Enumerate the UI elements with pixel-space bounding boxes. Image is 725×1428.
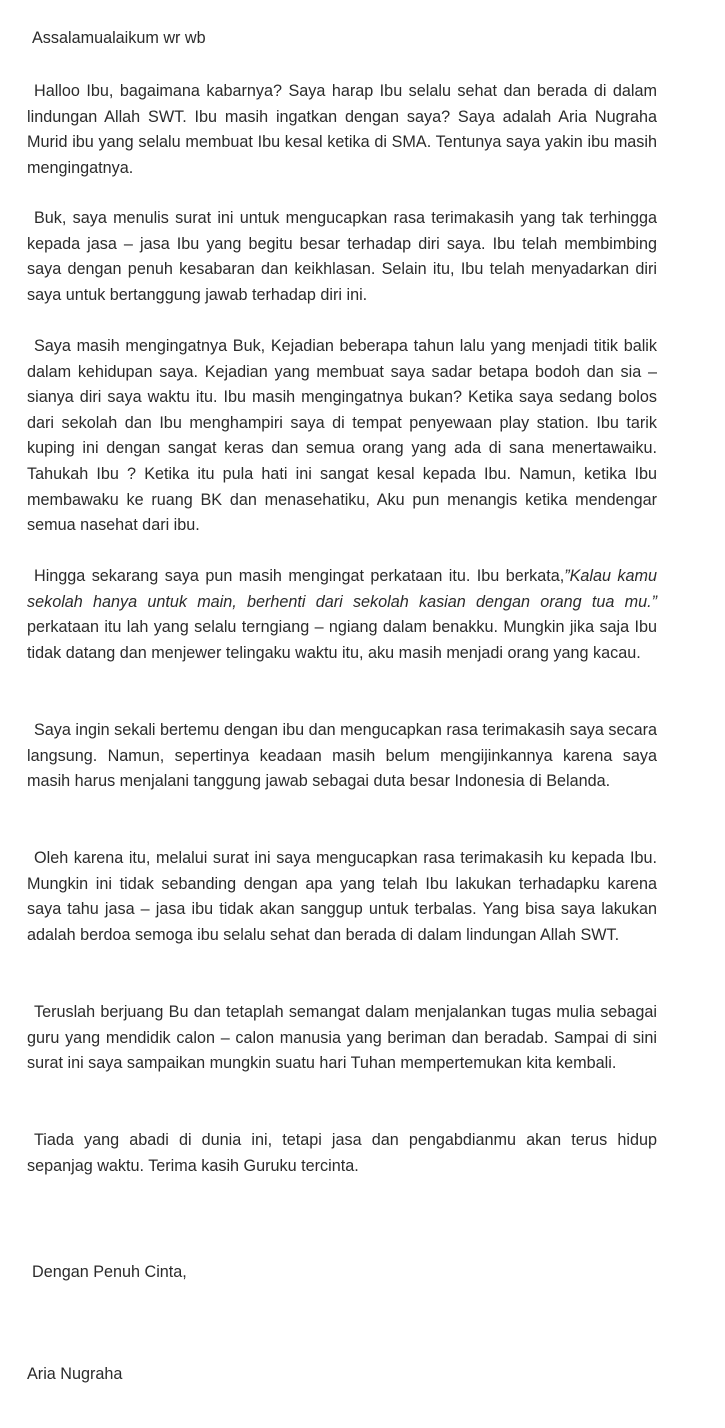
paragraph-2: Buk, saya menulis surat ini untuk mengucapkan rasa terimakasih yang tak terhingga kepada jasa – jasa Ibu yang begitu besar terhadap diri saya. Ibu telah membimbing saya dengan penuh kesabaran dan keikhlasan. Selain itu, Ibu telah menyadarkan diri saya untuk bertanggung jawab terhadap diri ini.: [27, 209, 657, 304]
paragraph-4: [27, 564, 657, 666]
paragraph-4-lead: Hingga sekarang saya pun masih mengingat perkataan itu. Ibu berkata,: [34, 567, 565, 585]
greeting: Assalamualaikum wr wb: [32, 29, 206, 47]
paragraph-5: Saya ingin sekali bertemu dengan ibu dan mengucapkan rasa terimakasih saya secara langsung. Namun, sepertinya keadaan masih belum mengijinkannya karena saya masih harus menjalani tanggung jawab sebagai duta besar Indonesia di Belanda.: [27, 721, 657, 791]
closing: Dengan Penuh Cinta,: [32, 1263, 187, 1281]
paragraph-1: Halloo Ibu, bagaimana kabarnya? Saya harap Ibu selalu sehat dan berada di dalam lindungan Allah SWT. Ibu masih ingatkan dengan saya? Saya adalah Aria Nugraha Murid ibu yang selalu membuat Ibu kesal ketika di SMA. Tentunya saya yakin ibu masih mengingatnya.: [27, 82, 657, 177]
paragraph-8: Tiada yang abadi di dunia ini, tetapi jasa dan pengabdianmu akan terus hidup sepanjag waktu. Terima kasih Guruku tercinta.: [27, 1131, 657, 1175]
paragraph-7: Teruslah berjuang Bu dan tetaplah semangat dalam menjalankan tugas mulia sebagai guru yang mendidik calon – calon manusia yang beriman dan beradab. Sampai di sini surat ini saya sampaikan mungkin suatu hari Tuhan mempertemukan kita kembali.: [27, 1003, 657, 1073]
paragraph-6: Oleh karena itu, melalui surat ini saya mengucapkan rasa terimakasih ku kepada Ibu. Mungkin ini tidak sebanding dengan apa yang telah Ibu lakukan terhadapku karena saya tahu jasa – jasa ibu tidak akan sanggup untuk terbalas. Yang bisa saya lakukan adalah berdoa semoga ibu selalu sehat dan berada di dalam lindungan Allah SWT.: [27, 849, 657, 944]
paragraph-3: Saya masih mengingatnya Buk, Kejadian beberapa tahun lalu yang menjadi titik balik dalam kehidupan saya. Kejadian yang membuat saya sadar betapa bodoh dan sia – sianya diri saya waktu itu. Ibu masih mengingatnya bukan? Ketika saya sedang bolos dari sekolah dan Ibu menghampiri saya di tempat penyewaan play station. Ibu tarik kuping ini dengan sangat keras dan semua orang yang ada di sana menertawaiku. Tahukah Ibu ? Ketika itu pula hati ini sangat kesal kepada Ibu. Namun, ketika Ibu membawaku ke ruang BK dan menasehatiku, Aku pun menangis ketika mendengar semua nasehat dari ibu.: [27, 337, 657, 535]
paragraph-4-tail: perkataan itu lah yang selalu terngiang – ngiang dalam benakku. Mungkin jika saja Ibu tidak datang dan menjewer telingaku waktu itu, aku masih menjadi orang yang kacau.: [27, 618, 657, 662]
paragraph-4-quote: ”Kalau kamu sekolah hanya untuk main, berhenti dari sekolah kasian dengan orang tua mu.”: [27, 567, 657, 611]
signature: Aria Nugraha: [27, 1365, 123, 1383]
